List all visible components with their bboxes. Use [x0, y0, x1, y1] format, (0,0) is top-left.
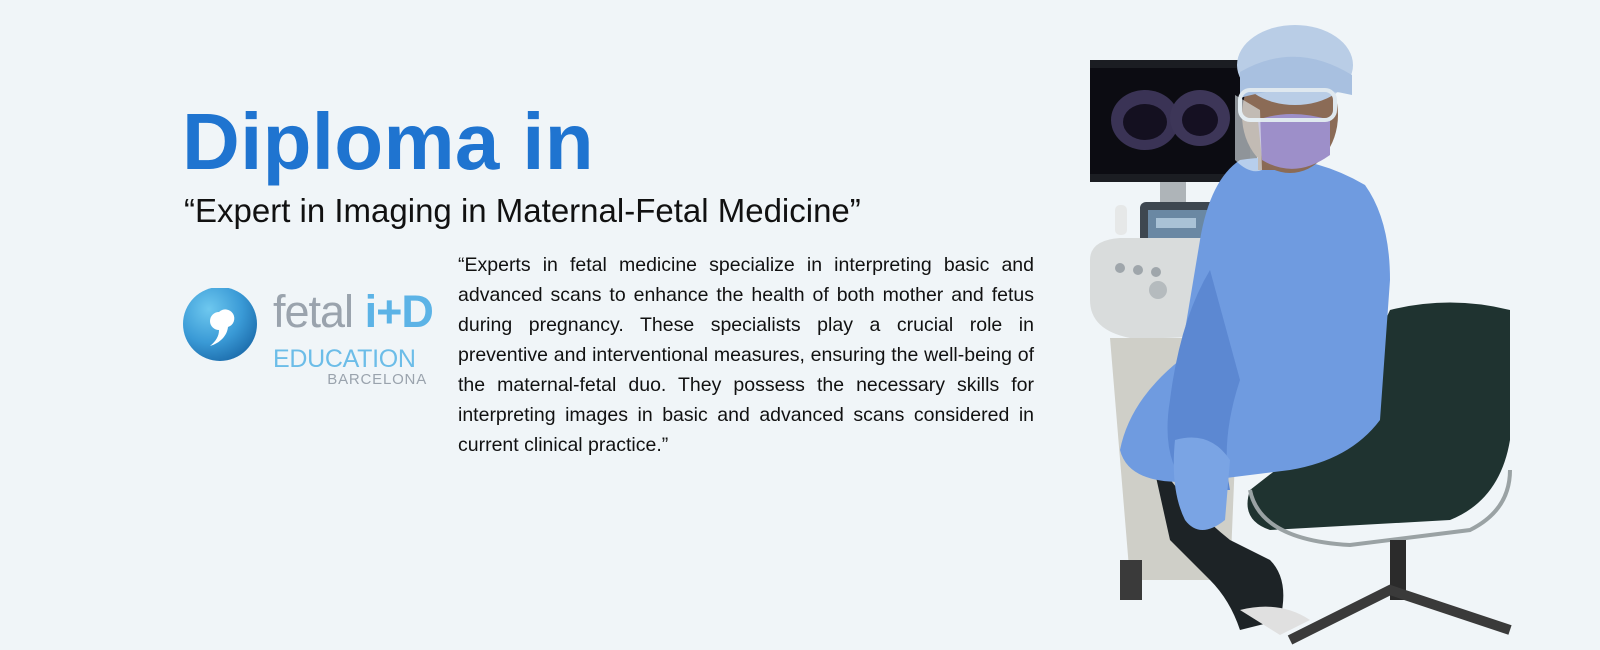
logo-word-id: i+D [364, 286, 433, 337]
logo-education: EDUCATION [273, 345, 416, 373]
logo-barcelona: BARCELONA [327, 371, 427, 388]
logo-wordmark [273, 288, 433, 336]
page-title: Diploma in [182, 97, 594, 186]
fetal-id-education-logo [183, 288, 433, 398]
quote-paragraph: “Experts in fetal medicine specialize in interpreting basic and advanced scans to enhance the health of both mother and fetus during pregnancy. These specialists play a crucial role in preventive and interventional measures, ensuring the well-being of the maternal-fetal duo. They possess the necessary skills for interpreting images in basic and advanced scans considered in current clinical practice.” [458, 254, 1034, 456]
logo-word-fetal: fetal [273, 286, 354, 337]
doctor-ultrasound-photo [1090, 20, 1560, 650]
logo-circle-icon [183, 288, 263, 368]
page-subtitle: “Expert in Imaging in Maternal-Fetal Medicine” [184, 192, 861, 229]
